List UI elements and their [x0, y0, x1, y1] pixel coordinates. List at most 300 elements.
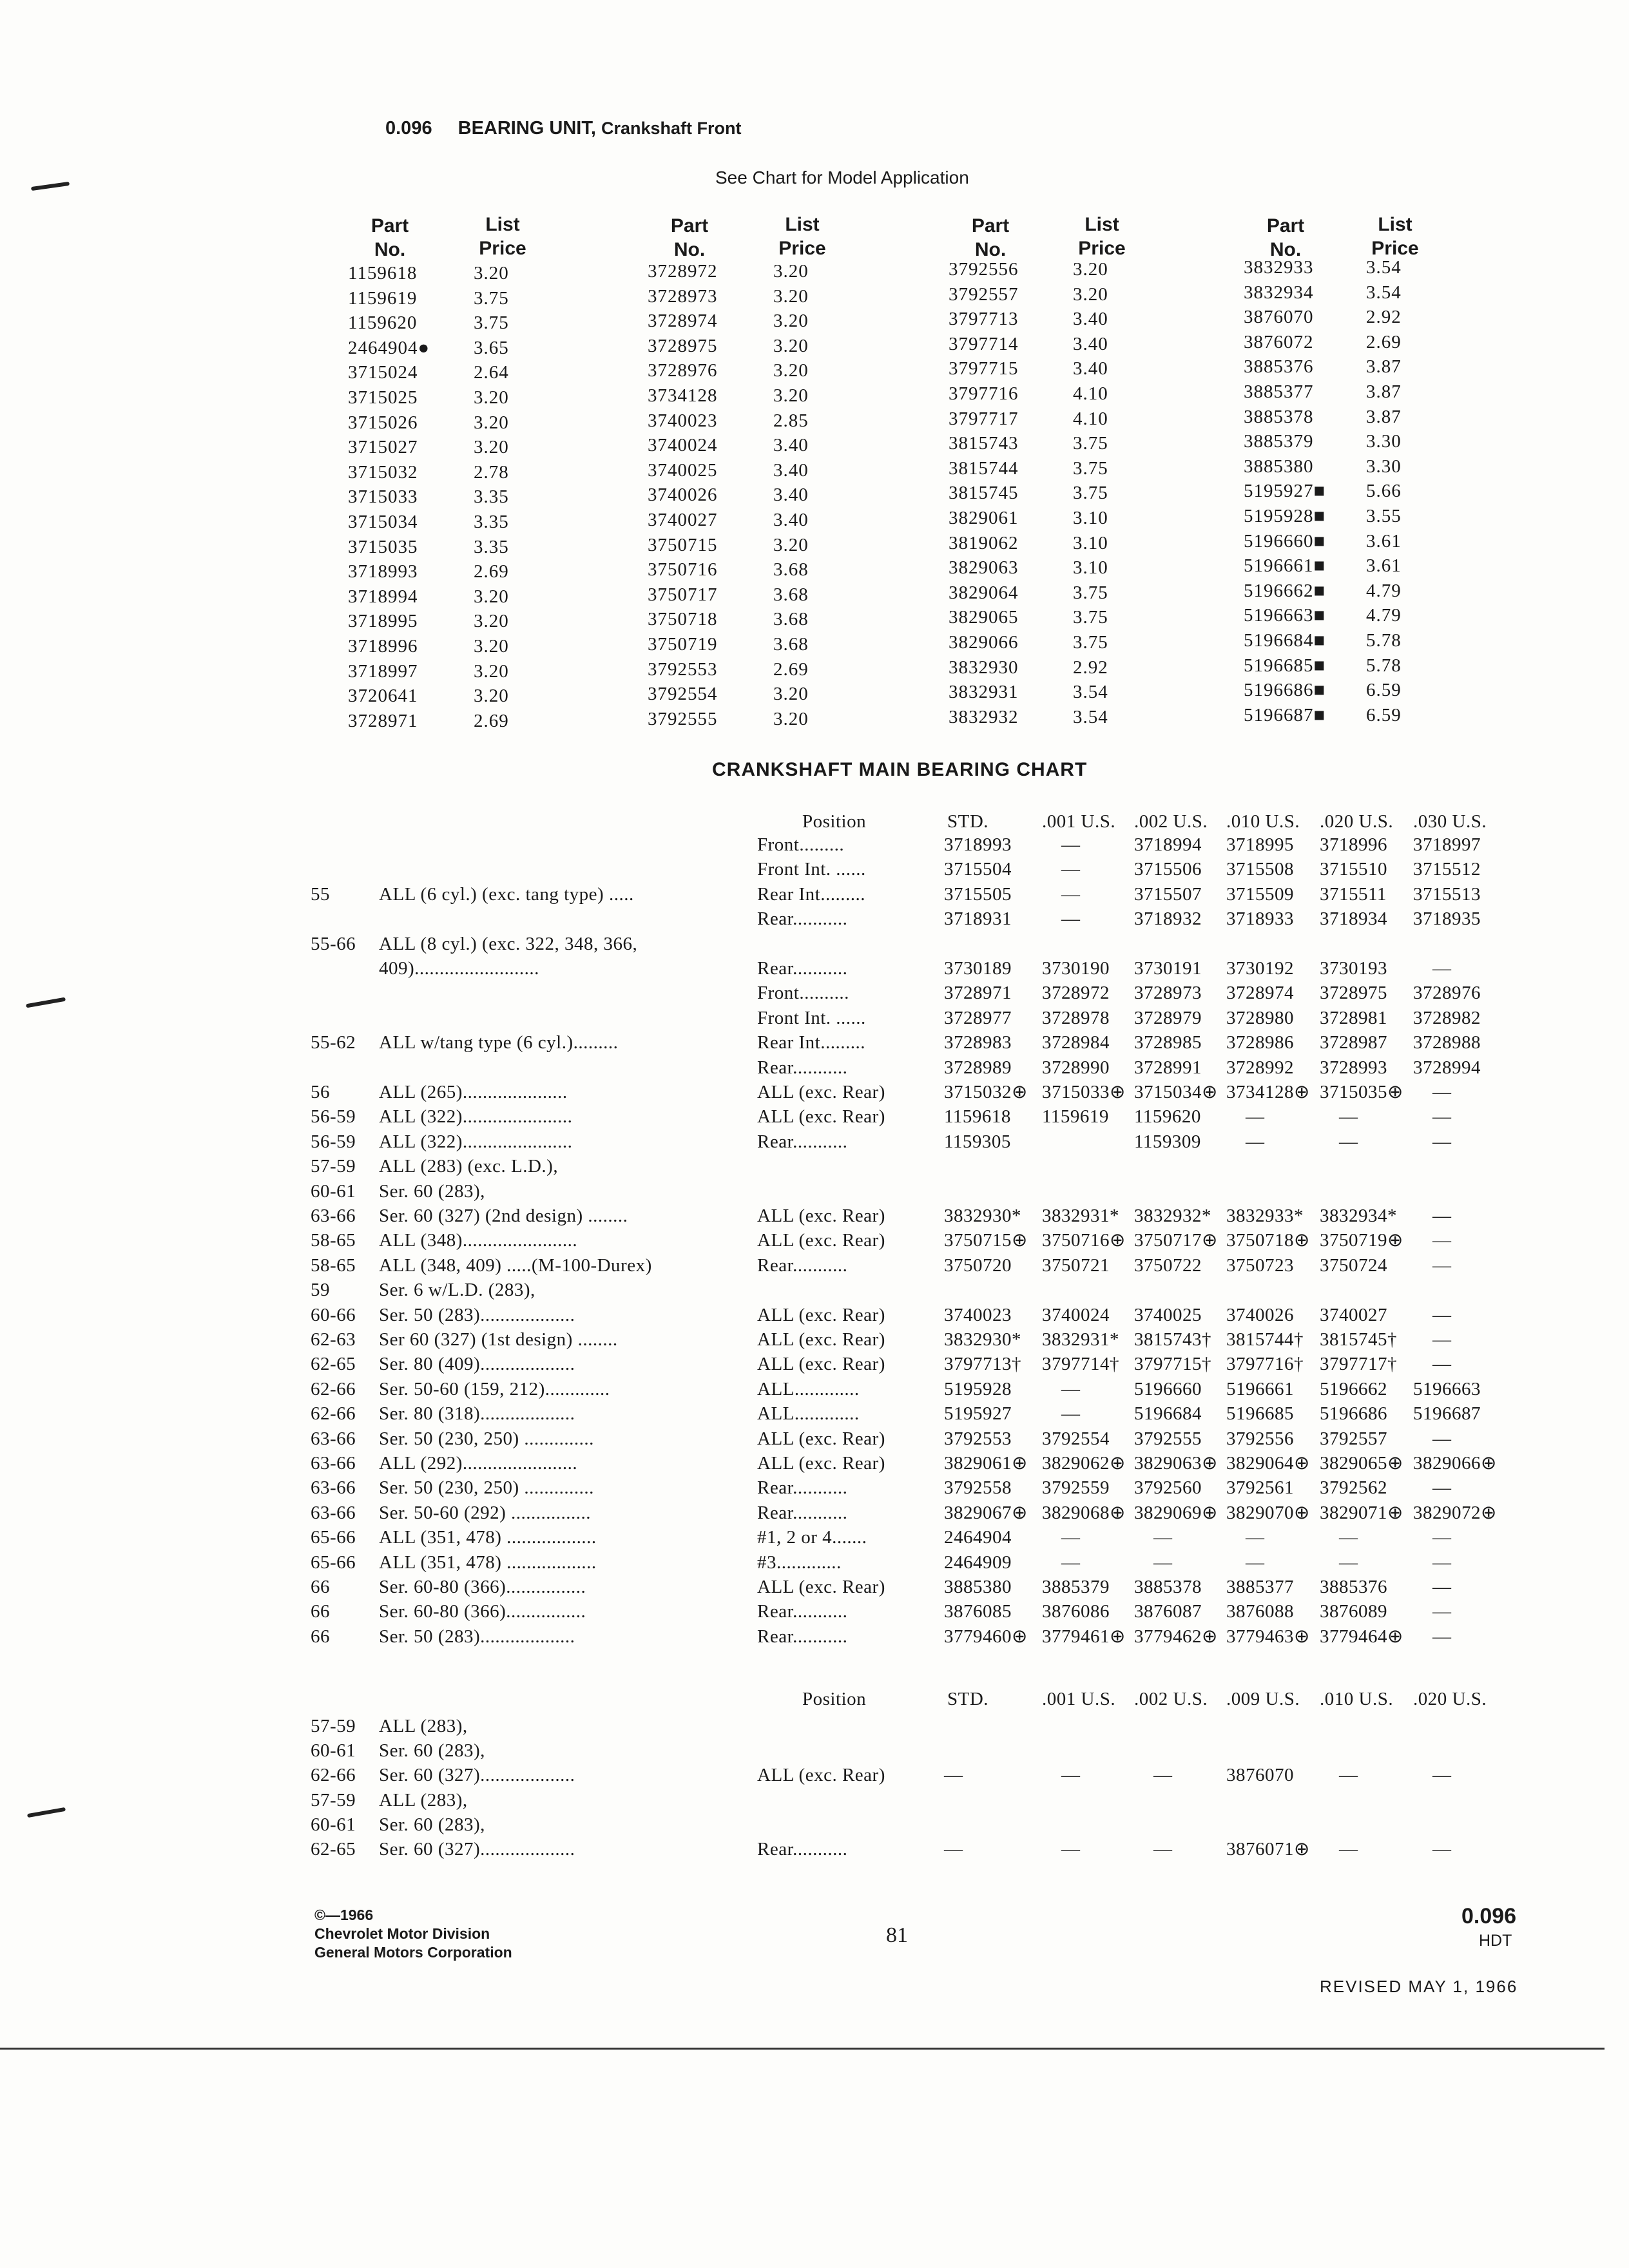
chart-row	[0, 1763, 1629, 1787]
list-price: 6.59	[1366, 704, 1402, 726]
bearing-part-number: 3829063⊕	[1134, 1453, 1218, 1474]
bearing-part-number: 1159620	[1134, 1106, 1201, 1128]
list-price: 3.40	[1073, 333, 1108, 354]
position: ALL (exc. Rear)	[757, 1206, 885, 1226]
part-number: 3718996	[348, 635, 418, 657]
column-header: Position	[802, 811, 867, 832]
bearing-part-number: —	[1061, 859, 1081, 880]
list-price: 3.87	[1366, 381, 1402, 402]
list-price: 4.79	[1366, 580, 1402, 601]
year-range: 55	[311, 883, 330, 905]
bearing-part-number: —	[1153, 1552, 1173, 1573]
chart-row	[0, 1006, 1629, 1030]
bearing-part-number: 3728973	[1134, 983, 1202, 1004]
part-number-column	[348, 261, 430, 733]
part-number: 3728972	[648, 261, 718, 282]
bearing-part-number: —	[1432, 1477, 1452, 1499]
year-range: 55-66	[311, 933, 356, 954]
chart-row	[0, 1575, 1629, 1599]
bearing-part-number: 5196685	[1226, 1403, 1294, 1425]
year-range: 60-61	[311, 1740, 356, 1762]
model-desc: Ser. 6 w/L.D. (283),	[379, 1280, 535, 1301]
list-price: 2.64	[474, 362, 509, 383]
list-price: 3.20	[474, 586, 509, 607]
bearing-part-number: —	[1432, 1131, 1452, 1152]
bearing-part-number: —	[1153, 1765, 1173, 1786]
list-price: 3.35	[474, 486, 509, 508]
position: Rear...........	[757, 1839, 848, 1860]
bearing-part-number: 3876071⊕	[1226, 1839, 1310, 1860]
bearing-part-number: 3730192	[1226, 958, 1294, 979]
part-no-header	[654, 214, 725, 262]
bearing-part-number: —	[1432, 1304, 1452, 1325]
bearing-part-number: 3715034⊕	[1134, 1082, 1218, 1102]
list-price: 3.35	[474, 511, 509, 532]
bearing-part-number: —	[1432, 1206, 1452, 1226]
list-price: 3.20	[474, 660, 509, 682]
list-price: 4.10	[1073, 408, 1108, 429]
model-desc: Ser. 80 (409)...................	[379, 1354, 575, 1375]
part-number: 3740024	[648, 435, 718, 456]
bearing-part-number: 3715506	[1134, 859, 1202, 880]
list-price-header	[470, 213, 535, 260]
column-header: STD.	[947, 1689, 989, 1709]
model-desc: Ser. 50 (230, 250) ..............	[379, 1428, 594, 1449]
part-number: 3832934	[1244, 282, 1314, 303]
bearing-part-number: —	[1432, 1329, 1452, 1350]
year-range: 65-66	[311, 1552, 356, 1573]
model-desc: ALL (292).......................	[379, 1453, 578, 1474]
bearing-part-number: 3728982	[1413, 1007, 1481, 1028]
bearing-part-number: 3750724	[1320, 1254, 1387, 1276]
chart-row	[0, 1253, 1629, 1278]
part-number: 3815744	[949, 457, 1019, 479]
bearing-part-number: 3832933*	[1226, 1206, 1304, 1226]
bearing-part-number: —	[1432, 958, 1452, 979]
bearing-part-number: 5195927	[944, 1403, 1012, 1425]
header-line: List	[485, 214, 520, 235]
list-price: 3.54	[1073, 682, 1108, 703]
bearing-part-number: 3730191	[1134, 958, 1202, 979]
part-number: 5196660■	[1244, 530, 1326, 552]
list-price: 3.55	[1366, 505, 1402, 526]
bearing-part-number: 3728984	[1042, 1032, 1110, 1053]
bearing-part-number: 3730190	[1042, 958, 1110, 979]
part-number: 3797717	[949, 408, 1019, 429]
bearing-part-number: 3715512	[1413, 859, 1481, 880]
chart-row	[0, 1377, 1629, 1401]
list-price: 4.10	[1073, 383, 1108, 404]
model-desc: Ser. 60 (283),	[379, 1740, 485, 1762]
bearing-part-number: 3792557	[1320, 1428, 1387, 1449]
chart-row	[0, 857, 1629, 881]
year-range: 62-63	[311, 1329, 356, 1350]
header-line: Price	[479, 238, 526, 259]
list-price: 3.75	[1073, 607, 1108, 628]
revised-date: REVISED MAY 1, 1966	[1320, 1977, 1518, 1996]
year-range: 57-59	[311, 1789, 356, 1811]
list-price: 3.20	[474, 437, 509, 458]
part-number: 3885376	[1244, 356, 1314, 378]
chart-row	[0, 1055, 1629, 1080]
list-price: 3.40	[1073, 309, 1108, 330]
bearing-part-number: 3728993	[1320, 1057, 1387, 1078]
list-price: 2.69	[474, 710, 509, 731]
bearing-part-number: 3715035⊕	[1320, 1082, 1403, 1102]
list-price: 3.54	[1366, 257, 1402, 278]
chart-row	[0, 981, 1629, 1005]
chart-row	[0, 832, 1629, 857]
bearing-part-number: 3779464⊕	[1320, 1626, 1403, 1647]
position: Rear...........	[757, 908, 848, 930]
part-number: 5196685■	[1244, 655, 1326, 676]
bearing-part-number: 3728974	[1226, 983, 1294, 1004]
model-desc: ALL (351, 478) ..................	[379, 1552, 597, 1573]
part-number: 3832931	[949, 682, 1019, 703]
list-price: 3.68	[773, 584, 809, 605]
bearing-part-number: 3718994	[1134, 834, 1202, 855]
bearing-part-number: 3718935	[1413, 908, 1481, 930]
price-column	[1073, 257, 1108, 729]
year-range: 60-61	[311, 1180, 356, 1202]
part-number: 1159619	[348, 287, 418, 309]
part-number: 3740023	[648, 410, 718, 431]
binder-mark	[31, 182, 70, 191]
bearing-part-number: 3740026	[1226, 1304, 1294, 1325]
model-desc: ALL (283),	[379, 1789, 468, 1811]
list-price: 3.61	[1366, 530, 1402, 552]
bearing-part-number: 5196663	[1413, 1378, 1481, 1399]
bearing-part-number: 3876088	[1226, 1601, 1294, 1622]
list-price: 3.87	[1366, 406, 1402, 427]
bearing-part-number: 3832934*	[1320, 1206, 1397, 1226]
bearing-part-number: —	[1432, 1552, 1452, 1573]
bearing-part-number: 5196662	[1320, 1378, 1387, 1399]
list-price: 3.20	[773, 261, 809, 282]
part-number: 3718993	[348, 561, 418, 582]
part-number: 3718995	[348, 611, 418, 632]
bearing-part-number: 3728980	[1226, 1007, 1294, 1028]
part-number: 5196686■	[1244, 680, 1326, 701]
bearing-part-number: —	[1432, 1626, 1452, 1647]
bearing-part-number: —	[1061, 1839, 1081, 1860]
position: Rear...........	[757, 1057, 848, 1078]
part-number: 5196687■	[1244, 704, 1326, 726]
bearing-part-number: 3718931	[944, 908, 1012, 930]
list-price: 3.75	[474, 312, 509, 334]
column-header: .020 U.S.	[1320, 811, 1394, 832]
part-number: 3792554	[648, 684, 718, 705]
column-header: .009 U.S.	[1226, 1689, 1300, 1709]
position: ALL (exc. Rear)	[757, 1230, 885, 1251]
bearing-part-number: 3728988	[1413, 1032, 1481, 1053]
year-range: 60-61	[311, 1814, 356, 1835]
part-number: 3832932	[949, 706, 1019, 727]
list-price: 3.20	[474, 635, 509, 657]
bearing-part-number: 3797714†	[1042, 1354, 1119, 1375]
position: ALL (exc. Rear)	[757, 1428, 885, 1449]
position: ALL (exc. Rear)	[757, 1354, 885, 1375]
model-desc: ALL (283) (exc. L.D.),	[379, 1156, 559, 1177]
chart-row	[0, 932, 1629, 956]
year-range: 65-66	[311, 1527, 356, 1548]
chart-row	[0, 1228, 1629, 1253]
bearing-part-number: —	[1339, 1131, 1358, 1152]
bearing-part-number: 3728994	[1413, 1057, 1481, 1078]
chart-row	[0, 1599, 1629, 1624]
header-line: Part	[971, 215, 1010, 236]
section-number: 0.096	[385, 118, 432, 139]
list-price-header	[1363, 213, 1427, 260]
bearing-part-number: 3885377	[1226, 1577, 1294, 1597]
bearing-part-number: 3779462⊕	[1134, 1626, 1218, 1647]
year-range: 60-66	[311, 1304, 356, 1325]
model-desc: Ser. 50 (283)...................	[379, 1626, 575, 1647]
position: Front.........	[757, 834, 845, 855]
part-number: 3750716	[648, 559, 718, 581]
bearing-part-number: —	[1246, 1131, 1265, 1152]
chart-row	[0, 1204, 1629, 1228]
part-number: 3797716	[949, 383, 1019, 404]
column-header: STD.	[947, 811, 989, 832]
bearing-part-number: 3715507	[1134, 883, 1202, 905]
part-number: 3797715	[949, 358, 1019, 380]
bearing-part-number: 3885379	[1042, 1577, 1110, 1597]
bearing-part-number: 3734128⊕	[1226, 1082, 1310, 1102]
list-price: 3.68	[773, 559, 809, 581]
list-price: 3.20	[474, 686, 509, 707]
year-range: 63-66	[311, 1453, 356, 1474]
bearing-part-number: —	[1061, 1378, 1081, 1399]
bearing-part-number: 3792559	[1042, 1477, 1110, 1499]
model-desc: Ser. 50 (230, 250) ..............	[379, 1477, 594, 1499]
list-price: 3.40	[773, 435, 809, 456]
chart-row	[0, 882, 1629, 907]
part-number: 3750718	[648, 609, 718, 630]
chart-row	[0, 1550, 1629, 1575]
column-header: .002 U.S.	[1134, 811, 1208, 832]
model-desc: ALL w/tang type (6 cyl.).........	[379, 1032, 619, 1053]
bearing-part-number: 3829067⊕	[944, 1502, 1028, 1523]
list-price: 3.30	[1366, 456, 1402, 477]
model-desc: Ser. 80 (318)...................	[379, 1403, 575, 1425]
bearing-part-number: 3829070⊕	[1226, 1502, 1310, 1523]
bearing-part-number: 3829069⊕	[1134, 1502, 1218, 1523]
list-price: 3.20	[773, 385, 809, 406]
bearing-part-number: 3829065⊕	[1320, 1453, 1403, 1474]
bearing-part-number: 3728985	[1134, 1032, 1202, 1053]
part-number: 3718997	[348, 660, 418, 682]
bearing-part-number: 3797717†	[1320, 1354, 1397, 1375]
list-price: 2.69	[1366, 331, 1402, 352]
list-price: 3.40	[773, 459, 809, 481]
column-header: .030 U.S.	[1413, 811, 1487, 832]
list-price: 3.20	[474, 263, 509, 284]
header-line: Part	[1266, 215, 1305, 236]
bearing-part-number: —	[1432, 1106, 1452, 1128]
bearing-part-number: 3740024	[1042, 1304, 1110, 1325]
bearing-part-number: —	[1246, 1552, 1265, 1573]
bearing-part-number: 3728979	[1134, 1007, 1202, 1028]
part-number: 5196684■	[1244, 629, 1326, 651]
bearing-part-number: 3792562	[1320, 1477, 1387, 1499]
part-number-column	[949, 257, 1019, 729]
bearing-part-number: 3728971	[944, 983, 1012, 1004]
part-number: 3728974	[648, 311, 718, 332]
bearing-part-number: 1159619	[1042, 1106, 1109, 1128]
chart-row	[0, 1451, 1629, 1475]
bearing-part-number: —	[1339, 1552, 1358, 1573]
model-desc: Ser. 50-60 (292) ................	[379, 1502, 592, 1523]
chart-row	[0, 1030, 1629, 1055]
position: #3.............	[757, 1552, 842, 1573]
bearing-part-number: 3792554	[1042, 1428, 1110, 1449]
part-number: 3740027	[648, 509, 718, 530]
model-desc: Ser. 60 (327)...................	[379, 1765, 575, 1786]
bearing-part-number: 3750721	[1042, 1254, 1110, 1276]
position: ALL (exc. Rear)	[757, 1082, 885, 1102]
part-number: 3829065	[949, 607, 1019, 628]
bearing-part-number: 3718997	[1413, 834, 1481, 855]
model-desc: ALL (8 cyl.) (exc. 322, 348, 366,	[379, 933, 638, 954]
header-line: List	[1378, 214, 1412, 235]
list-price: 3.35	[474, 536, 509, 557]
part-number: 5196661■	[1244, 555, 1326, 577]
bearing-part-number: —	[1432, 1577, 1452, 1597]
division: Chevrolet Motor Division	[314, 1925, 490, 1942]
list-price: 3.10	[1073, 507, 1108, 528]
part-number: 3715027	[348, 437, 418, 458]
bearing-part-number: 3829071⊕	[1320, 1502, 1403, 1523]
list-price: 2.85	[773, 410, 809, 431]
bearing-part-number: —	[1246, 1106, 1265, 1128]
bearing-part-number: 3718934	[1320, 908, 1387, 930]
bearing-part-number: —	[1061, 1403, 1081, 1425]
year-range: 58-65	[311, 1230, 356, 1251]
bearing-part-number: 3718996	[1320, 834, 1387, 855]
column-header: Position	[802, 1689, 867, 1709]
list-price: 6.59	[1366, 680, 1402, 701]
bearing-part-number: 3715032⊕	[944, 1082, 1028, 1102]
list-price: 2.69	[474, 561, 509, 582]
chart-title: CRANKSHAFT MAIN BEARING CHART	[712, 759, 1088, 780]
year-range: 63-66	[311, 1206, 356, 1226]
bearing-part-number: 3885376	[1320, 1577, 1387, 1597]
bearing-part-number: 5196661	[1226, 1378, 1294, 1399]
bearing-part-number: 3715508	[1226, 859, 1294, 880]
model-desc: ALL (283),	[379, 1716, 468, 1736]
list-price: 3.20	[1073, 284, 1108, 305]
bearing-part-number: 3829066⊕	[1413, 1453, 1497, 1474]
model-desc: Ser. 60 (283),	[379, 1180, 485, 1202]
chart-row	[0, 1812, 1629, 1837]
bearing-part-number: 3718995	[1226, 834, 1294, 855]
bottom-rule	[0, 2048, 1605, 2050]
chart-row	[0, 1837, 1629, 1861]
chart-row	[0, 1327, 1629, 1352]
list-price: 3.20	[773, 360, 809, 381]
part-number: 3885379	[1244, 431, 1314, 452]
column-header: .001 U.S.	[1042, 1689, 1116, 1709]
chart-row	[0, 1738, 1629, 1763]
part-number: 3715035	[348, 536, 418, 557]
bearing-part-number: 3779463⊕	[1226, 1626, 1310, 1647]
model-desc: Ser. 60 (283),	[379, 1814, 485, 1835]
part-number: 5196662■	[1244, 580, 1326, 601]
bearing-part-number: 2464904	[944, 1527, 1012, 1548]
bearing-part-number: 3876087	[1134, 1601, 1202, 1622]
position: Front Int. ......	[757, 1007, 866, 1028]
list-price: 3.61	[1366, 555, 1402, 577]
year-range: 56-59	[311, 1106, 356, 1128]
copyright: ©—1966	[314, 1907, 374, 1923]
part-number: 3792557	[949, 284, 1019, 305]
bearing-part-number: 3750719⊕	[1320, 1230, 1403, 1251]
bearing-part-number: 3728975	[1320, 983, 1387, 1004]
part-number: 3797713	[949, 309, 1019, 330]
chart-header-row	[0, 1687, 1629, 1711]
bearing-part-number: 3728972	[1042, 983, 1110, 1004]
bearing-part-number: —	[1153, 1839, 1173, 1860]
bearing-part-number: 3750718⊕	[1226, 1230, 1310, 1251]
part-number: 3715034	[348, 511, 418, 532]
part-number: 3734128	[648, 385, 718, 406]
part-number: 3728975	[648, 335, 718, 356]
bearing-part-number: —	[1432, 1230, 1452, 1251]
header-line: Part	[371, 215, 409, 236]
header-line: No.	[673, 239, 706, 260]
position: ALL.............	[757, 1378, 860, 1399]
column-header: .001 U.S.	[1042, 811, 1116, 832]
list-price: 5.66	[1366, 481, 1402, 502]
chart-row	[0, 956, 1629, 981]
bearing-part-number: 3718932	[1134, 908, 1202, 930]
bearing-part-number: 3829064⊕	[1226, 1453, 1310, 1474]
list-price: 3.10	[1073, 532, 1108, 553]
year-range: 57-59	[311, 1156, 356, 1177]
section-name: BEARING UNIT,	[458, 118, 596, 139]
model-desc: ALL (348, 409) .....(M-100-Durex)	[379, 1254, 652, 1276]
bearing-part-number: 5196684	[1134, 1403, 1202, 1425]
header-line: Price	[1371, 238, 1419, 259]
position: ALL (exc. Rear)	[757, 1453, 885, 1474]
position: ALL (exc. Rear)	[757, 1329, 885, 1350]
bearing-part-number: 3740027	[1320, 1304, 1387, 1325]
list-price: 2.92	[1073, 657, 1108, 678]
bearing-part-number: 3829072⊕	[1413, 1502, 1497, 1523]
bearing-part-number: 5195928	[944, 1378, 1012, 1399]
part-number: 3829063	[949, 557, 1019, 579]
part-number: 3792553	[648, 658, 718, 680]
part-number: 3885378	[1244, 406, 1314, 427]
part-number: 3885377	[1244, 381, 1314, 402]
bearing-part-number: 3715511	[1320, 883, 1387, 905]
bearing-part-number: —	[1339, 1839, 1358, 1860]
chart-row	[0, 1788, 1629, 1812]
bearing-part-number: —	[1061, 1527, 1081, 1548]
bearing-part-number: 3728977	[944, 1007, 1012, 1028]
bearing-part-number: —	[1061, 908, 1081, 930]
list-price: 3.20	[773, 708, 809, 729]
part-number: 1159620	[348, 312, 418, 334]
chart-row	[0, 1278, 1629, 1302]
bearing-part-number: 3829062⊕	[1042, 1453, 1126, 1474]
part-number: 3885380	[1244, 456, 1314, 477]
bearing-part-number: 3792553	[944, 1428, 1012, 1449]
bearing-part-number: 3792561	[1226, 1477, 1294, 1499]
part-number: 3792555	[648, 708, 718, 729]
bearing-part-number: —	[1061, 883, 1081, 905]
